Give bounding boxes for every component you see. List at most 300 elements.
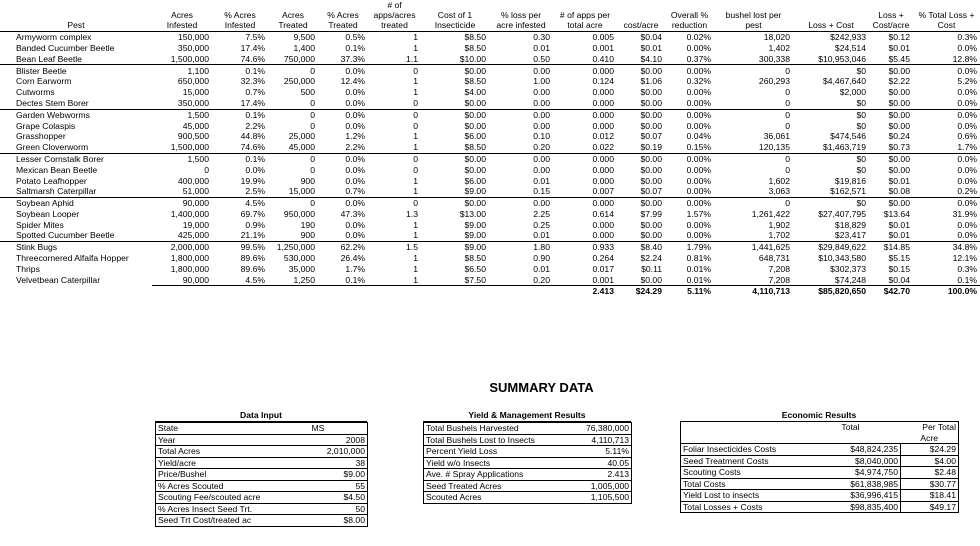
column-header: # of apps/acres treated — [368, 0, 421, 32]
table-cell: $0.00 — [640, 120, 662, 131]
table-cell: 300,338 — [758, 53, 790, 64]
table-cell: 1,100 — [152, 65, 212, 76]
economic-total: $4,974,750 — [801, 467, 901, 479]
pest-name: Mexican Bean Beetle — [16, 164, 98, 175]
table-cell: 0.00 — [489, 197, 553, 208]
table-cell: 0.1% — [212, 65, 268, 76]
table-row — [0, 153, 980, 164]
table-cell: 0 — [413, 164, 418, 175]
total-cell: $85,820,650 — [793, 286, 869, 297]
table-row — [0, 142, 980, 153]
table-cell: $0.01 — [888, 42, 910, 53]
table-cell: 17.4% — [240, 97, 265, 108]
table-cell: 0.0% — [345, 219, 365, 230]
pest-name: Corn Earworm — [16, 76, 72, 87]
table-cell: 0.01% — [686, 263, 711, 274]
table-cell: 1,400,000 — [170, 208, 209, 219]
table-cell: 1,250 — [293, 274, 315, 285]
table-row — [0, 186, 980, 197]
economic-label: Foliar Insecticides Costs — [681, 444, 801, 456]
table-cell: 0.0% — [913, 109, 980, 120]
table-cell: 26.4% — [340, 253, 365, 264]
yield-management-table — [423, 422, 632, 504]
economic-row — [681, 501, 959, 513]
economic-per-acre: $2.48 — [901, 467, 959, 479]
table-cell: $4.00 — [464, 87, 486, 98]
total-cell: 4,110,713 — [714, 286, 793, 297]
table-cell: $0.01 — [888, 219, 910, 230]
economic-total: $98,835,400 — [801, 501, 901, 513]
pest-name: Garden Webworms — [0, 109, 152, 120]
table-row — [0, 175, 980, 186]
input-label: Seed Trt Cost/treated ac — [156, 515, 306, 527]
table-cell: 0 — [368, 109, 421, 120]
pest-name: Bean Leaf Beetle — [16, 53, 82, 64]
column-header: # of apps per total acre — [553, 0, 617, 32]
column-header: Overall % reduction — [665, 0, 714, 32]
table-cell: 0.264 — [592, 253, 614, 264]
economic-total: $61,838,985 — [801, 478, 901, 490]
table-cell: 0 — [310, 97, 315, 108]
input-label: Year — [156, 434, 306, 446]
table-row — [0, 197, 980, 208]
table-cell: 0.7% — [245, 87, 265, 98]
table-cell: 900 — [300, 230, 315, 241]
table-cell: 1,250,000 — [268, 242, 318, 253]
table-cell: 0.7% — [345, 186, 365, 197]
table-cell: $8.50 — [464, 32, 486, 43]
table-cell: $0.73 — [888, 142, 910, 153]
column-header: Loss + Cost — [793, 0, 869, 32]
input-label: Scouting Fee/scouted acre — [156, 492, 306, 504]
table-cell: 1 — [413, 230, 418, 241]
pest-name: Velvetbean Caterpillar — [16, 274, 101, 285]
table-cell: $0.07 — [640, 186, 662, 197]
table-cell: 1 — [413, 274, 418, 285]
table-cell: 1 — [413, 142, 418, 153]
table-cell: 0.00% — [686, 219, 711, 230]
table-cell: 500 — [300, 87, 315, 98]
yield-row — [424, 446, 632, 458]
table-cell: 2.2% — [245, 120, 265, 131]
table-cell: 45,000 — [288, 142, 315, 153]
pest-name: Soybean Looper — [16, 208, 80, 219]
table-cell: 150,000 — [177, 32, 209, 43]
yield-label: Scouted Acres — [424, 492, 560, 504]
table-cell: 35,000 — [288, 263, 315, 274]
table-cell: 0.01 — [533, 263, 550, 274]
table-cell: 0.02% — [686, 32, 711, 43]
table-cell: 0 — [268, 197, 318, 208]
table-cell: 0.0% — [318, 153, 368, 164]
pest-name: Threecornered Alfalfa Hopper — [16, 253, 129, 264]
table-cell: $0.01 — [640, 42, 662, 53]
table-cell: $0.00 — [421, 65, 489, 76]
yield-row — [424, 480, 632, 492]
table-cell: $13.64 — [883, 208, 910, 219]
table-cell: 1 — [413, 253, 418, 264]
column-header: Acres Infested — [152, 0, 212, 32]
table-cell: 1,500,000 — [170, 142, 209, 153]
input-value: 55 — [306, 480, 368, 492]
table-cell: $0.00 — [869, 197, 913, 208]
table-cell: 0.00% — [686, 175, 711, 186]
table-cell: 0.007 — [592, 186, 614, 197]
table-cell: $5.15 — [888, 253, 910, 264]
table-cell: $242,933 — [830, 32, 866, 43]
table-cell: 0.1% — [212, 109, 268, 120]
yield-label: Percent Yield Loss — [424, 446, 560, 458]
table-cell: $8.40 — [617, 242, 665, 253]
table-cell: 34.8% — [913, 242, 980, 253]
table-cell: 0.001 — [592, 274, 614, 285]
table-cell: 0.0% — [957, 42, 977, 53]
yield-label: Total Bushels Harvested — [424, 423, 560, 435]
table-row — [0, 209, 980, 220]
yield-value: 2.413 — [560, 469, 632, 481]
economic-row — [681, 490, 959, 502]
table-row — [0, 220, 980, 231]
table-cell: 12.1% — [952, 253, 977, 264]
table-cell: 0.00% — [686, 164, 711, 175]
table-row — [0, 253, 980, 264]
table-cell: 1,902 — [768, 219, 790, 230]
table-cell: 0.00 — [489, 65, 553, 76]
column-header: % Acres Treated — [318, 0, 368, 32]
table-cell: 260,293 — [758, 76, 790, 87]
table-cell: 0 — [368, 197, 421, 208]
table-cell: 0 — [310, 164, 315, 175]
table-cell: 1,602 — [768, 175, 790, 186]
table-cell: $0.11 — [641, 263, 662, 274]
table-row — [0, 32, 980, 43]
table-cell: 0.0% — [345, 97, 365, 108]
table-cell: 1 — [413, 42, 418, 53]
data-input-table — [155, 422, 368, 527]
table-cell: 1.79% — [665, 242, 714, 253]
table-row — [0, 54, 980, 65]
economic-per-acre: $4.00 — [901, 455, 959, 467]
table-cell: 950,000 — [283, 208, 315, 219]
economic-total: $48,824,235 — [801, 444, 901, 456]
table-cell: $0.00 — [640, 87, 662, 98]
table-cell: 0.20 — [533, 274, 550, 285]
table-cell: 0.0% — [345, 230, 365, 241]
pest-name: Saltmarsh Caterpillar — [16, 186, 97, 197]
table-cell: 0 — [785, 97, 790, 108]
economic-label: Yield Lost to insects — [681, 490, 801, 502]
table-cell: 0.00% — [686, 230, 711, 241]
table-cell: 0.00% — [665, 197, 714, 208]
table-cell: 15,000 — [182, 87, 209, 98]
pest-name: Cutworms — [16, 87, 55, 98]
table-cell: $0.04 — [888, 274, 910, 285]
table-cell: 0.00% — [665, 109, 714, 120]
total-cell: $42.70 — [869, 286, 913, 297]
table-cell: 1.5 — [368, 242, 421, 253]
table-cell: 0.00 — [489, 153, 553, 164]
yield-value: 40.05 — [560, 457, 632, 469]
table-cell: 1.1 — [406, 53, 418, 64]
table-cell: 0 — [268, 153, 318, 164]
economic-per-acre: $18.41 — [901, 490, 959, 502]
table-cell: $2.24 — [640, 253, 662, 264]
table-cell: 648,731 — [758, 253, 790, 264]
column-header: % Acres Infested — [212, 0, 268, 32]
table-cell: 0 — [368, 65, 421, 76]
table-row — [0, 65, 980, 76]
table-cell: $0.12 — [888, 32, 910, 43]
table-cell: 0.1% — [212, 153, 268, 164]
table-cell: $0.01 — [888, 230, 910, 241]
table-cell: 0.5% — [345, 32, 365, 43]
table-cell: 0 — [204, 164, 209, 175]
table-cell: 0.022 — [592, 142, 614, 153]
input-row — [156, 446, 368, 458]
table-row — [0, 230, 980, 241]
input-row — [156, 434, 368, 446]
table-cell: $0.08 — [888, 186, 910, 197]
input-row — [156, 423, 368, 435]
pest-name: Armyworm complex — [16, 32, 92, 43]
table-cell: 1,800,000 — [170, 263, 209, 274]
economic-total: $36,996,415 — [801, 490, 901, 502]
table-cell: 0.1% — [345, 274, 365, 285]
table-cell: 0 — [413, 97, 418, 108]
table-cell: $7.99 — [640, 208, 662, 219]
table-cell: $74,248 — [834, 274, 866, 285]
table-cell: 0.9% — [245, 219, 265, 230]
table-cell: 0.000 — [553, 109, 617, 120]
table-cell: 1.57% — [686, 208, 711, 219]
table-cell: 0.2% — [957, 186, 977, 197]
table-cell: $0.00 — [869, 65, 913, 76]
table-cell: 0.0% — [913, 153, 980, 164]
total-cell: 100.0% — [913, 286, 980, 297]
table-cell: $13.00 — [459, 208, 486, 219]
table-cell: 7.5% — [245, 32, 265, 43]
table-cell: 0 — [413, 120, 418, 131]
table-cell: 530,000 — [283, 253, 315, 264]
economic-col-acre: Acre — [901, 433, 959, 444]
table-cell: 1 — [413, 87, 418, 98]
economic-row — [681, 478, 959, 490]
table-cell: 0 — [714, 197, 793, 208]
table-cell: $18,829 — [834, 219, 866, 230]
table-cell: 0.000 — [592, 97, 614, 108]
table-cell: $0.00 — [464, 97, 486, 108]
table-cell: 0.0% — [345, 164, 365, 175]
table-cell: $2.22 — [888, 76, 910, 87]
table-cell: 0.0% — [957, 175, 977, 186]
table-cell: 1,402 — [768, 42, 790, 53]
yield-value: 5.11% — [560, 446, 632, 458]
table-cell: $29,849,622 — [793, 242, 869, 253]
table-cell: 4.5% — [212, 197, 268, 208]
table-row — [0, 87, 980, 98]
economic-row — [681, 467, 959, 479]
table-cell: 1,261,422 — [751, 208, 790, 219]
table-cell: 0.000 — [592, 164, 614, 175]
input-row — [156, 515, 368, 527]
economic-per-acre: $30.77 — [901, 478, 959, 490]
table-cell: 0.3% — [957, 263, 977, 274]
table-cell: 0.37% — [686, 53, 711, 64]
table-cell: 45,000 — [182, 120, 209, 131]
table-cell: 4.5% — [245, 274, 265, 285]
table-cell: 0.005 — [592, 32, 614, 43]
pest-name: Potato Leafhopper — [16, 175, 87, 186]
table-cell: 0.01 — [533, 230, 550, 241]
table-cell: 0 — [310, 120, 315, 131]
table-cell: $0 — [793, 153, 869, 164]
table-cell: 1 — [413, 131, 418, 142]
table-cell: $6.50 — [464, 263, 486, 274]
table-cell: 0.0% — [345, 175, 365, 186]
table-cell: 0.0% — [345, 87, 365, 98]
table-cell: 0 — [268, 109, 318, 120]
table-cell: 250,000 — [283, 76, 315, 87]
table-cell: 9,500 — [293, 32, 315, 43]
yield-row — [424, 457, 632, 469]
table-cell: $0.01 — [888, 175, 910, 186]
table-cell: 1 — [413, 175, 418, 186]
input-label: Yield/acre — [156, 457, 306, 469]
pest-name: Thrips — [16, 263, 40, 274]
table-cell: 0.00 — [533, 120, 550, 131]
yield-row — [424, 434, 632, 446]
total-cell: 2.413 — [553, 286, 617, 297]
input-value: 50 — [306, 503, 368, 515]
input-value: MS — [306, 423, 368, 435]
table-cell: 0.20 — [533, 142, 550, 153]
yield-management-panel — [423, 410, 631, 504]
table-cell: 0.0% — [318, 65, 368, 76]
table-cell: 90,000 — [152, 197, 212, 208]
table-row — [0, 76, 980, 87]
table-row — [0, 120, 980, 131]
table-cell: 0.017 — [592, 263, 614, 274]
table-cell: 0.00% — [686, 42, 711, 53]
table-row — [0, 98, 980, 109]
table-cell: 89.6% — [240, 263, 265, 274]
total-cell — [0, 286, 152, 297]
table-cell: $1,463,719 — [822, 142, 866, 153]
table-cell: 51,000 — [182, 186, 209, 197]
table-cell: 1 — [413, 186, 418, 197]
table-cell: 0.00 — [489, 109, 553, 120]
table-cell: 0.10 — [533, 131, 550, 142]
table-cell: 0.6% — [957, 131, 977, 142]
table-cell: 0.0% — [957, 164, 977, 175]
pest-name: Stink Bugs — [0, 242, 152, 253]
table-cell: $0.00 — [640, 175, 662, 186]
yield-row — [424, 423, 632, 435]
column-header: bushel lost per pest — [714, 0, 793, 32]
table-cell: $9.00 — [464, 230, 486, 241]
table-cell: $0.19 — [640, 142, 662, 153]
table-row — [0, 165, 980, 176]
table-cell: $474,546 — [830, 131, 866, 142]
pest-name: Grasshopper — [16, 131, 66, 142]
economic-header-row — [681, 422, 959, 433]
yield-label: Seed Treated Acres — [424, 480, 560, 492]
table-cell: 0.933 — [553, 242, 617, 253]
table-cell: 0.15 — [533, 186, 550, 197]
economic-results-panel — [680, 410, 958, 513]
table-cell: 0.000 — [553, 153, 617, 164]
table-cell: 900 — [300, 175, 315, 186]
economic-total: $8,040,000 — [801, 455, 901, 467]
table-cell: 0.0% — [957, 87, 977, 98]
table-cell: 3,063 — [768, 186, 790, 197]
table-cell: 0.614 — [592, 208, 614, 219]
economic-row — [681, 455, 959, 467]
data-input-panel — [155, 410, 367, 527]
table-cell: 0.90 — [533, 253, 550, 264]
table-cell: $162,571 — [830, 186, 866, 197]
table-cell: 21.1% — [240, 230, 265, 241]
table-cell: $0.00 — [640, 274, 662, 285]
table-cell: $0.00 — [464, 164, 486, 175]
table-cell: 0.00% — [665, 65, 714, 76]
input-label: Total Acres — [156, 446, 306, 458]
table-cell: 0.00 — [533, 97, 550, 108]
table-cell: 0.000 — [592, 219, 614, 230]
table-cell: 0.0% — [913, 65, 980, 76]
table-cell: $0.00 — [888, 97, 910, 108]
yield-row — [424, 469, 632, 481]
yield-value: 4,110,713 — [560, 434, 632, 446]
yield-value: 76,380,000 — [560, 423, 632, 435]
input-value: 38 — [306, 457, 368, 469]
table-cell: 74.6% — [240, 53, 265, 64]
table-cell: 0.00% — [686, 120, 711, 131]
table-cell: 17.4% — [240, 42, 265, 53]
table-cell: 19,000 — [182, 219, 209, 230]
table-cell: $0 — [856, 120, 866, 131]
table-cell: 0.000 — [592, 230, 614, 241]
economic-col-total: Total — [841, 422, 860, 433]
table-cell: 12.4% — [340, 76, 365, 87]
pest-name: Banded Cucumber Beetle — [16, 42, 115, 53]
table-cell: 0.30 — [533, 32, 550, 43]
table-cell: $2,000 — [839, 87, 866, 98]
table-cell: 31.9% — [952, 208, 977, 219]
table-cell: 1.00 — [533, 76, 550, 87]
table-cell: 0 — [785, 87, 790, 98]
table-cell: 1,441,625 — [714, 242, 793, 253]
table-cell: $4.10 — [640, 53, 662, 64]
table-cell: 44.8% — [240, 131, 265, 142]
input-row — [156, 503, 368, 515]
table-cell: $0.00 — [421, 109, 489, 120]
table-cell: $0.00 — [640, 97, 662, 108]
table-cell: 7,208 — [768, 274, 790, 285]
table-cell: 1,500 — [152, 153, 212, 164]
economic-row — [681, 444, 959, 456]
table-cell: $24,514 — [834, 42, 866, 53]
table-cell: $8.50 — [464, 253, 486, 264]
table-cell: 650,000 — [177, 76, 209, 87]
table-cell: 0.0% — [957, 230, 977, 241]
table-cell: $0.00 — [869, 153, 913, 164]
economic-col-per-total: Per Total — [922, 422, 956, 433]
pest-name: Dectes Stem Borer — [16, 97, 89, 108]
table-cell: $0.00 — [640, 164, 662, 175]
table-cell: 0.0% — [245, 164, 265, 175]
table-cell: 350,000 — [177, 97, 209, 108]
